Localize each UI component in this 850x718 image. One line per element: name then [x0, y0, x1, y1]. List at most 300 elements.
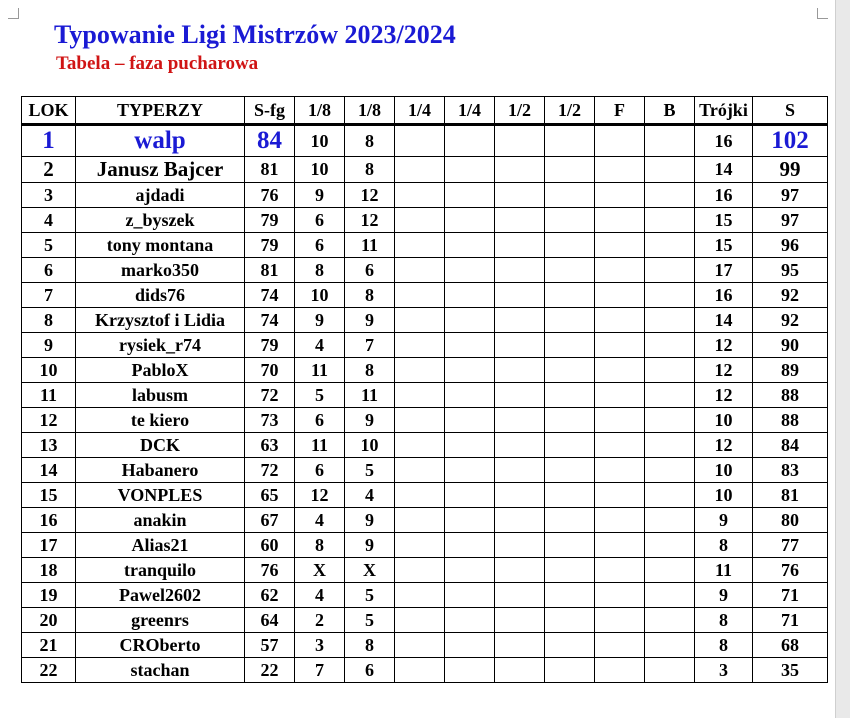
cell-trojki: 10 [695, 483, 753, 508]
cell-round-1-2-a [495, 533, 545, 558]
cell-total: 80 [753, 508, 828, 533]
cell-total: 83 [753, 458, 828, 483]
cell-player-name: Janusz Bajcer [76, 157, 245, 183]
column-header-round-1-4-b: 1/4 [445, 97, 495, 125]
cell-bonus [645, 658, 695, 683]
table-row [22, 458, 828, 483]
cell-bonus [645, 283, 695, 308]
cell-round-1-8-b: 8 [345, 125, 395, 157]
cell-sfg: 76 [245, 558, 295, 583]
cell-bonus [645, 157, 695, 183]
cell-player-name: Krzysztof i Lidia [76, 308, 245, 333]
cell-round-1-4-b [445, 508, 495, 533]
cell-round-1-8-a: 3 [295, 633, 345, 658]
column-header-round-1-2-b: 1/2 [545, 97, 595, 125]
cell-round-1-2-a [495, 458, 545, 483]
cell-round-1-8-b: 7 [345, 333, 395, 358]
cell-round-1-4-b [445, 233, 495, 258]
cell-player-name: VONPLES [76, 483, 245, 508]
cell-lok: 8 [22, 308, 76, 333]
cell-round-1-2-a [495, 157, 545, 183]
cell-final [595, 233, 645, 258]
cell-sfg: 72 [245, 458, 295, 483]
cell-round-1-2-a [495, 483, 545, 508]
cell-trojki: 11 [695, 558, 753, 583]
cell-lok: 10 [22, 358, 76, 383]
cell-round-1-2-b [545, 508, 595, 533]
table-row [22, 408, 828, 433]
cell-bonus [645, 233, 695, 258]
column-header-round-1-8-a: 1/8 [295, 97, 345, 125]
table-row [22, 608, 828, 633]
cell-bonus [645, 408, 695, 433]
cell-trojki: 15 [695, 208, 753, 233]
cell-bonus [645, 533, 695, 558]
cell-total: 97 [753, 183, 828, 208]
table-row [22, 433, 828, 458]
cell-round-1-2-a [495, 308, 545, 333]
cell-round-1-4-b [445, 408, 495, 433]
cell-round-1-8-a: 10 [295, 157, 345, 183]
table-row [22, 583, 828, 608]
cell-final [595, 608, 645, 633]
cell-round-1-8-a: 4 [295, 508, 345, 533]
cell-total: 84 [753, 433, 828, 458]
cell-trojki: 9 [695, 583, 753, 608]
cell-round-1-2-b [545, 658, 595, 683]
cell-player-name: stachan [76, 658, 245, 683]
cell-lok: 4 [22, 208, 76, 233]
cell-total: 96 [753, 233, 828, 258]
cell-sfg: 81 [245, 157, 295, 183]
cell-bonus [645, 258, 695, 283]
page-corner-mark [817, 8, 828, 19]
cell-round-1-4-a [395, 333, 445, 358]
cell-round-1-4-b [445, 383, 495, 408]
cell-round-1-4-b [445, 583, 495, 608]
cell-player-name: Habanero [76, 458, 245, 483]
cell-player-name: z_byszek [76, 208, 245, 233]
cell-round-1-2-b [545, 157, 595, 183]
cell-round-1-4-a [395, 508, 445, 533]
table-row [22, 308, 828, 333]
cell-sfg: 67 [245, 508, 295, 533]
cell-round-1-8-b: 8 [345, 358, 395, 383]
cell-round-1-4-a [395, 208, 445, 233]
cell-round-1-2-b [545, 633, 595, 658]
cell-round-1-4-b [445, 308, 495, 333]
cell-player-name: tranquilo [76, 558, 245, 583]
cell-round-1-4-a [395, 358, 445, 383]
cell-lok: 21 [22, 633, 76, 658]
cell-trojki: 14 [695, 308, 753, 333]
cell-round-1-8-b: 11 [345, 383, 395, 408]
cell-round-1-8-a: 10 [295, 283, 345, 308]
cell-final [595, 383, 645, 408]
cell-bonus [645, 333, 695, 358]
cell-round-1-2-b [545, 533, 595, 558]
cell-round-1-2-b [545, 608, 595, 633]
cell-round-1-8-a: 6 [295, 408, 345, 433]
table-row [22, 533, 828, 558]
table-row [22, 508, 828, 533]
cell-round-1-4-a [395, 283, 445, 308]
cell-round-1-4-b [445, 533, 495, 558]
cell-player-name: Pawel2602 [76, 583, 245, 608]
cell-sfg: 79 [245, 333, 295, 358]
cell-round-1-4-b [445, 208, 495, 233]
cell-round-1-4-b [445, 358, 495, 383]
cell-round-1-8-b: 6 [345, 258, 395, 283]
cell-final [595, 308, 645, 333]
cell-trojki: 12 [695, 358, 753, 383]
cell-final [595, 483, 645, 508]
cell-total: 97 [753, 208, 828, 233]
cell-final [595, 333, 645, 358]
cell-bonus [645, 183, 695, 208]
cell-round-1-4-b [445, 608, 495, 633]
page-corner-mark [8, 8, 19, 19]
cell-round-1-2-b [545, 125, 595, 157]
cell-round-1-8-a: 5 [295, 383, 345, 408]
cell-bonus [645, 633, 695, 658]
cell-round-1-4-b [445, 658, 495, 683]
cell-trojki: 8 [695, 533, 753, 558]
table-row [22, 125, 828, 157]
cell-round-1-4-b [445, 183, 495, 208]
cell-trojki: 16 [695, 125, 753, 157]
cell-final [595, 533, 645, 558]
cell-round-1-8-a: 9 [295, 183, 345, 208]
cell-player-name: Alias21 [76, 533, 245, 558]
table-row [22, 208, 828, 233]
page-title: Typowanie Ligi Mistrzów 2023/2024 [54, 20, 456, 49]
cell-final [595, 408, 645, 433]
cell-total: 88 [753, 408, 828, 433]
cell-round-1-4-a [395, 308, 445, 333]
cell-round-1-2-b [545, 258, 595, 283]
cell-bonus [645, 383, 695, 408]
cell-round-1-8-b: 6 [345, 658, 395, 683]
cell-round-1-2-b [545, 408, 595, 433]
page-subtitle: Tabela – faza pucharowa [56, 53, 259, 74]
cell-round-1-8-a: 4 [295, 333, 345, 358]
cell-round-1-4-a [395, 408, 445, 433]
cell-lok: 20 [22, 608, 76, 633]
column-header-trojki: Trójki [695, 97, 753, 125]
cell-round-1-4-a [395, 558, 445, 583]
cell-round-1-2-a [495, 283, 545, 308]
cell-trojki: 8 [695, 633, 753, 658]
cell-round-1-8-a: 12 [295, 483, 345, 508]
cell-sfg: 57 [245, 633, 295, 658]
cell-round-1-8-b: 9 [345, 533, 395, 558]
cell-round-1-8-b: 4 [345, 483, 395, 508]
cell-round-1-4-a [395, 233, 445, 258]
cell-lok: 16 [22, 508, 76, 533]
cell-lok: 7 [22, 283, 76, 308]
cell-total: 71 [753, 583, 828, 608]
cell-sfg: 74 [245, 283, 295, 308]
column-header-total: S [753, 97, 828, 125]
cell-player-name: dids76 [76, 283, 245, 308]
cell-round-1-8-b: 8 [345, 283, 395, 308]
cell-lok: 12 [22, 408, 76, 433]
cell-round-1-2-a [495, 508, 545, 533]
cell-sfg: 81 [245, 258, 295, 283]
cell-round-1-2-a [495, 333, 545, 358]
cell-bonus [645, 583, 695, 608]
cell-bonus [645, 208, 695, 233]
cell-round-1-8-a: 6 [295, 208, 345, 233]
cell-lok: 9 [22, 333, 76, 358]
cell-bonus [645, 608, 695, 633]
page-scroll-edge [835, 0, 850, 718]
cell-round-1-2-b [545, 308, 595, 333]
cell-round-1-4-a [395, 433, 445, 458]
cell-lok: 3 [22, 183, 76, 208]
cell-player-name: walp [76, 125, 245, 157]
cell-final [595, 258, 645, 283]
cell-final [595, 583, 645, 608]
cell-round-1-2-b [545, 433, 595, 458]
cell-sfg: 63 [245, 433, 295, 458]
cell-lok: 15 [22, 483, 76, 508]
cell-round-1-8-b: 9 [345, 508, 395, 533]
cell-final [595, 508, 645, 533]
table-row [22, 658, 828, 683]
cell-round-1-4-b [445, 558, 495, 583]
cell-round-1-4-b [445, 125, 495, 157]
cell-round-1-4-b [445, 283, 495, 308]
cell-trojki: 8 [695, 608, 753, 633]
cell-round-1-8-a: 4 [295, 583, 345, 608]
table-row [22, 483, 828, 508]
cell-round-1-2-a [495, 608, 545, 633]
cell-total: 95 [753, 258, 828, 283]
cell-bonus [645, 433, 695, 458]
cell-lok: 1 [22, 125, 76, 157]
cell-total: 90 [753, 333, 828, 358]
cell-round-1-4-a [395, 533, 445, 558]
cell-total: 68 [753, 633, 828, 658]
cell-round-1-4-a [395, 458, 445, 483]
cell-round-1-4-b [445, 333, 495, 358]
cell-round-1-8-b: 8 [345, 157, 395, 183]
table-row [22, 183, 828, 208]
cell-round-1-2-b [545, 183, 595, 208]
cell-round-1-4-b [445, 258, 495, 283]
cell-trojki: 12 [695, 383, 753, 408]
table-row [22, 233, 828, 258]
cell-sfg: 62 [245, 583, 295, 608]
cell-trojki: 14 [695, 157, 753, 183]
cell-final [595, 558, 645, 583]
cell-round-1-2-a [495, 583, 545, 608]
cell-final [595, 433, 645, 458]
cell-final [595, 458, 645, 483]
cell-round-1-2-a [495, 383, 545, 408]
cell-round-1-2-b [545, 383, 595, 408]
cell-round-1-2-b [545, 483, 595, 508]
cell-lok: 11 [22, 383, 76, 408]
cell-round-1-4-a [395, 125, 445, 157]
cell-total: 99 [753, 157, 828, 183]
cell-round-1-2-a [495, 208, 545, 233]
table-body [22, 125, 828, 683]
table-row [22, 333, 828, 358]
cell-round-1-2-a [495, 408, 545, 433]
cell-round-1-4-a [395, 258, 445, 283]
cell-round-1-8-a: 7 [295, 658, 345, 683]
cell-final [595, 658, 645, 683]
cell-player-name: ajdadi [76, 183, 245, 208]
cell-round-1-8-a: 11 [295, 433, 345, 458]
cell-round-1-2-a [495, 258, 545, 283]
cell-round-1-8-b: 9 [345, 308, 395, 333]
cell-round-1-2-b [545, 333, 595, 358]
cell-player-name: DCK [76, 433, 245, 458]
table-header-row [22, 97, 828, 125]
cell-sfg: 79 [245, 233, 295, 258]
column-header-lok: LOK [22, 97, 76, 125]
cell-round-1-2-b [545, 558, 595, 583]
cell-round-1-4-a [395, 483, 445, 508]
cell-player-name: marko350 [76, 258, 245, 283]
table-row [22, 283, 828, 308]
cell-final [595, 208, 645, 233]
cell-lok: 17 [22, 533, 76, 558]
cell-round-1-4-b [445, 157, 495, 183]
cell-round-1-4-a [395, 583, 445, 608]
cell-total: 89 [753, 358, 828, 383]
cell-round-1-2-a [495, 183, 545, 208]
cell-round-1-2-a [495, 658, 545, 683]
cell-sfg: 64 [245, 608, 295, 633]
cell-round-1-8-a: X [295, 558, 345, 583]
cell-round-1-8-b: 9 [345, 408, 395, 433]
cell-trojki: 16 [695, 183, 753, 208]
cell-round-1-2-a [495, 233, 545, 258]
cell-lok: 22 [22, 658, 76, 683]
column-header-round-1-8-b: 1/8 [345, 97, 395, 125]
cell-bonus [645, 308, 695, 333]
cell-round-1-8-b: 5 [345, 608, 395, 633]
cell-player-name: labusm [76, 383, 245, 408]
cell-bonus [645, 458, 695, 483]
table-row [22, 258, 828, 283]
cell-player-name: te kiero [76, 408, 245, 433]
cell-trojki: 9 [695, 508, 753, 533]
cell-round-1-8-b: 10 [345, 433, 395, 458]
table-row [22, 558, 828, 583]
cell-round-1-8-a: 8 [295, 533, 345, 558]
cell-bonus [645, 558, 695, 583]
cell-player-name: rysiek_r74 [76, 333, 245, 358]
cell-sfg: 73 [245, 408, 295, 433]
cell-trojki: 10 [695, 458, 753, 483]
cell-round-1-8-a: 11 [295, 358, 345, 383]
cell-final [595, 157, 645, 183]
cell-lok: 18 [22, 558, 76, 583]
cell-round-1-8-b: 12 [345, 183, 395, 208]
column-header-sfg: S-fg [245, 97, 295, 125]
cell-round-1-8-b: 5 [345, 458, 395, 483]
cell-round-1-4-a [395, 157, 445, 183]
cell-final [595, 283, 645, 308]
cell-player-name: PabloX [76, 358, 245, 383]
cell-trojki: 3 [695, 658, 753, 683]
cell-round-1-8-a: 10 [295, 125, 345, 157]
cell-total: 71 [753, 608, 828, 633]
cell-player-name: CROberto [76, 633, 245, 658]
cell-bonus [645, 483, 695, 508]
cell-round-1-8-a: 9 [295, 308, 345, 333]
cell-round-1-2-a [495, 433, 545, 458]
cell-round-1-2-a [495, 633, 545, 658]
cell-sfg: 70 [245, 358, 295, 383]
cell-trojki: 12 [695, 433, 753, 458]
cell-sfg: 65 [245, 483, 295, 508]
cell-round-1-8-b: 8 [345, 633, 395, 658]
cell-lok: 2 [22, 157, 76, 183]
cell-total: 92 [753, 283, 828, 308]
cell-round-1-2-b [545, 583, 595, 608]
cell-round-1-4-a [395, 608, 445, 633]
cell-round-1-8-a: 6 [295, 233, 345, 258]
cell-sfg: 72 [245, 383, 295, 408]
cell-round-1-2-b [545, 458, 595, 483]
cell-trojki: 10 [695, 408, 753, 433]
cell-round-1-2-b [545, 358, 595, 383]
cell-trojki: 17 [695, 258, 753, 283]
cell-bonus [645, 358, 695, 383]
cell-final [595, 183, 645, 208]
cell-round-1-8-b: 12 [345, 208, 395, 233]
cell-total: 77 [753, 533, 828, 558]
cell-lok: 19 [22, 583, 76, 608]
cell-round-1-4-a [395, 383, 445, 408]
cell-round-1-4-a [395, 183, 445, 208]
cell-sfg: 74 [245, 308, 295, 333]
column-header-final: F [595, 97, 645, 125]
cell-round-1-4-b [445, 633, 495, 658]
cell-round-1-2-a [495, 558, 545, 583]
cell-total: 92 [753, 308, 828, 333]
cell-lok: 6 [22, 258, 76, 283]
cell-lok: 5 [22, 233, 76, 258]
cell-round-1-8-a: 2 [295, 608, 345, 633]
table-row [22, 383, 828, 408]
cell-trojki: 15 [695, 233, 753, 258]
cell-round-1-8-b: 5 [345, 583, 395, 608]
cell-round-1-2-b [545, 233, 595, 258]
cell-player-name: anakin [76, 508, 245, 533]
table-row [22, 157, 828, 183]
column-header-typerzy: TYPERZY [76, 97, 245, 125]
cell-bonus [645, 508, 695, 533]
cell-round-1-8-a: 8 [295, 258, 345, 283]
cell-total: 76 [753, 558, 828, 583]
cell-sfg: 60 [245, 533, 295, 558]
cell-final [595, 633, 645, 658]
cell-round-1-4-a [395, 633, 445, 658]
cell-final [595, 358, 645, 383]
standings-table [21, 96, 828, 683]
cell-total: 102 [753, 125, 828, 157]
table-row [22, 358, 828, 383]
cell-round-1-2-a [495, 125, 545, 157]
